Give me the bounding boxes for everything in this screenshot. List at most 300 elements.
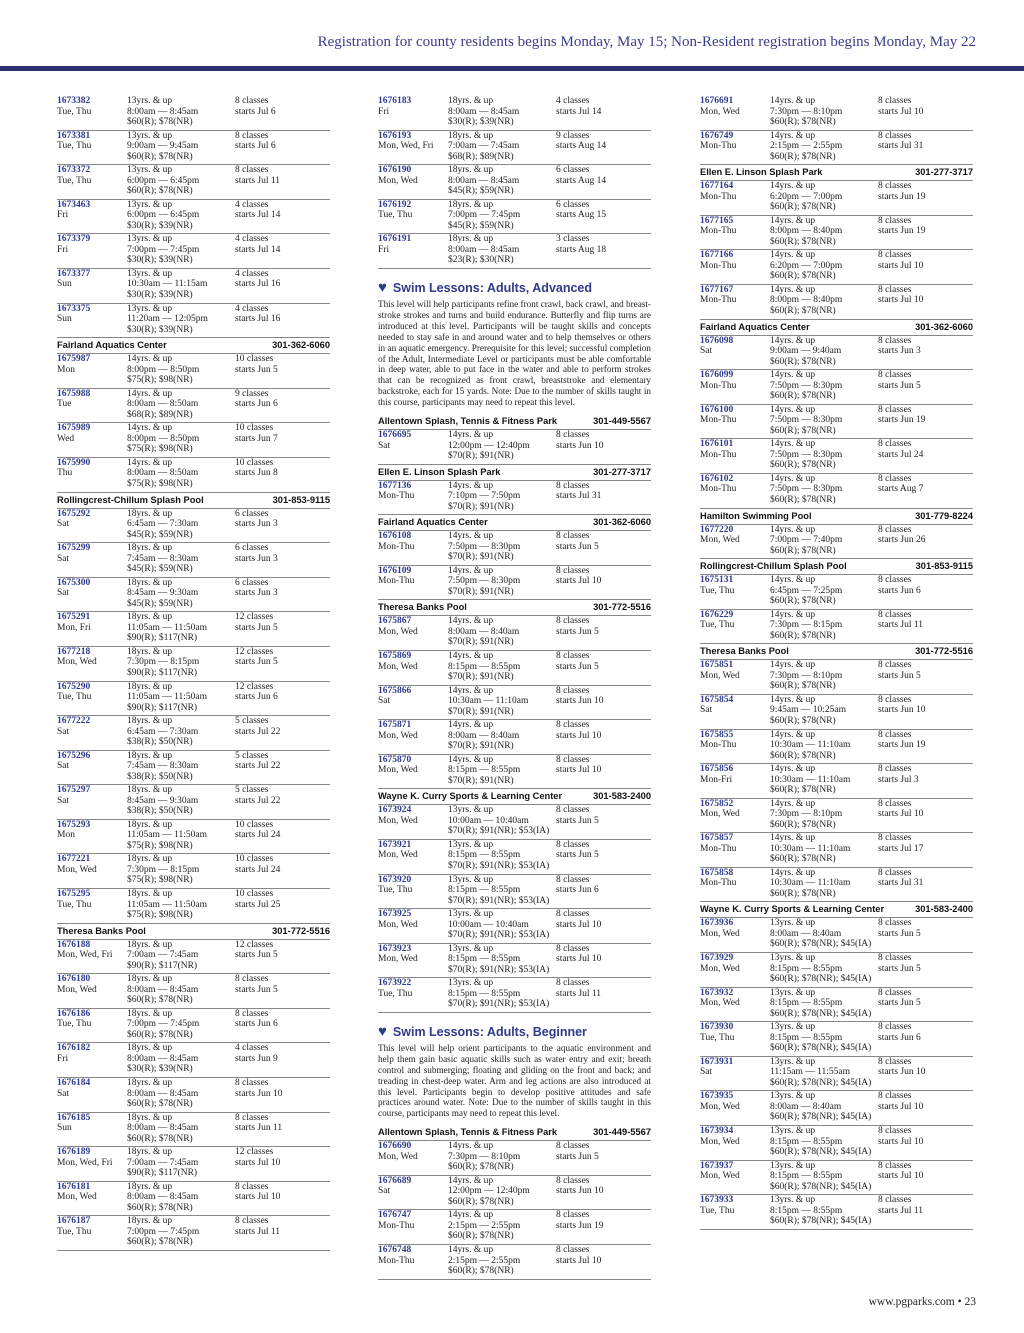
course-classes: 8 classes bbox=[878, 1195, 912, 1206]
course-age: 13yrs. & up bbox=[127, 96, 173, 106]
course-code[interactable]: 1673920 bbox=[378, 874, 412, 885]
course-code[interactable]: 1673924 bbox=[378, 805, 412, 816]
course-code[interactable]: 1673935 bbox=[700, 1091, 734, 1102]
course-age: 14yrs. & up bbox=[770, 370, 816, 381]
course-code[interactable]: 1673932 bbox=[700, 987, 734, 998]
course-code[interactable]: 1673933 bbox=[700, 1195, 734, 1206]
course-code[interactable]: 1676695 bbox=[378, 430, 412, 441]
course-entry bbox=[700, 285, 973, 320]
course-entry bbox=[700, 1126, 973, 1161]
course-days: Tue, Thu bbox=[57, 1019, 92, 1030]
course-start: starts Jul 10 bbox=[878, 1101, 924, 1112]
course-code[interactable]: 1677218 bbox=[57, 646, 91, 657]
course-list bbox=[700, 336, 973, 509]
course-classes: 8 classes bbox=[556, 1210, 590, 1221]
section-title bbox=[378, 1023, 651, 1040]
course-code[interactable]: 1676189 bbox=[57, 1147, 91, 1158]
course-days: Sat bbox=[57, 519, 70, 530]
course-code[interactable]: 1673921 bbox=[378, 839, 412, 850]
course-start: starts Jul 22 bbox=[235, 761, 281, 772]
course-code[interactable]: 1675869 bbox=[378, 651, 412, 661]
course-code[interactable]: 1677166 bbox=[700, 250, 734, 261]
course-time: 8:00am — 8:45am bbox=[127, 984, 199, 995]
course-code[interactable]: 1673375 bbox=[57, 303, 91, 314]
course-days: Mon, Wed bbox=[700, 1171, 740, 1182]
course-entry bbox=[378, 234, 651, 269]
course-time: 8:00am — 8:45am bbox=[127, 1053, 199, 1064]
location-phone: 301-362-6060 bbox=[272, 340, 330, 351]
course-code[interactable]: 1675297 bbox=[57, 785, 91, 796]
course-classes: 4 classes bbox=[556, 96, 590, 106]
course-entry bbox=[700, 1091, 973, 1126]
course-age: 18yrs. & up bbox=[127, 1112, 173, 1123]
course-age: 18yrs. & up bbox=[127, 508, 173, 519]
course-code[interactable]: 1676180 bbox=[57, 974, 91, 985]
course-code[interactable]: 1675131 bbox=[700, 575, 734, 586]
course-fee: $30(R); $39(NR) bbox=[127, 1064, 193, 1075]
course-age: 14yrs. & up bbox=[448, 1210, 494, 1221]
location-name: Ellen E. Linson Splash Park bbox=[700, 167, 823, 178]
course-age: 14yrs. & up bbox=[770, 439, 816, 450]
course-classes: 5 classes bbox=[235, 750, 269, 761]
course-code[interactable]: 1673372 bbox=[57, 165, 91, 176]
course-age: 14yrs. & up bbox=[770, 609, 816, 620]
course-days: Tue, Thu bbox=[57, 692, 92, 702]
course-age: 14yrs. & up bbox=[127, 457, 173, 468]
course-code[interactable]: 1673381 bbox=[57, 130, 91, 141]
course-classes: 8 classes bbox=[235, 96, 269, 106]
course-classes: 8 classes bbox=[235, 130, 269, 141]
course-code[interactable]: 1675858 bbox=[700, 867, 734, 878]
course-code[interactable]: 1676098 bbox=[700, 335, 734, 346]
course-code[interactable]: 1675851 bbox=[700, 660, 734, 671]
course-classes: 8 classes bbox=[556, 616, 590, 627]
course-entry bbox=[57, 1078, 330, 1113]
course-fee: $70(R); $91(NR) bbox=[448, 451, 514, 462]
course-code[interactable]: 1675852 bbox=[700, 798, 734, 809]
course-age: 18yrs. & up bbox=[127, 1078, 173, 1089]
course-entry bbox=[700, 439, 973, 474]
course-start: starts Jul 24 bbox=[235, 830, 281, 841]
course-entry bbox=[700, 131, 973, 166]
course-start: starts Jun 5 bbox=[556, 541, 599, 552]
course-time: 8:15pm — 8:55pm bbox=[770, 1205, 843, 1216]
course-time: 8:00am — 8:45am bbox=[127, 1088, 199, 1099]
course-classes: 4 classes bbox=[235, 268, 269, 279]
course-code[interactable]: 1675290 bbox=[57, 681, 91, 692]
course-code[interactable]: 1676184 bbox=[57, 1078, 91, 1089]
course-code[interactable]: 1675291 bbox=[57, 612, 91, 623]
course-time: 8:15pm — 8:55pm bbox=[448, 765, 521, 776]
course-time: 10:30am — 11:15am bbox=[127, 279, 208, 290]
course-classes: 8 classes bbox=[556, 531, 590, 542]
course-time: 7:00pm — 7:40pm bbox=[770, 535, 843, 546]
course-classes: 8 classes bbox=[235, 1112, 269, 1123]
course-start: starts Jun 3 bbox=[878, 346, 921, 357]
course-fee: $60(R); $78(NR) bbox=[448, 1266, 514, 1277]
course-classes: 8 classes bbox=[556, 978, 590, 989]
course-time: 11:05am — 11:50am bbox=[127, 830, 208, 841]
course-list bbox=[700, 181, 973, 319]
course-code[interactable]: 1675295 bbox=[57, 889, 91, 900]
course-fee: $45(R); $59(NR) bbox=[127, 564, 193, 575]
course-classes: 12 classes bbox=[235, 939, 274, 950]
course-entry bbox=[700, 250, 973, 285]
course-days: Mon, Wed bbox=[57, 984, 97, 995]
course-age: 18yrs. & up bbox=[127, 819, 173, 830]
course-code[interactable]: 1673382 bbox=[57, 96, 91, 106]
course-start: starts Jun 10 bbox=[235, 1088, 283, 1099]
course-start: starts Jul 31 bbox=[556, 491, 602, 502]
course-code[interactable]: 1675871 bbox=[378, 720, 412, 731]
course-time: 12:00pm — 12:40pm bbox=[448, 440, 530, 451]
course-entry bbox=[57, 543, 330, 578]
course-time: 10:30am — 11:10am bbox=[770, 774, 851, 785]
course-classes: 8 classes bbox=[556, 805, 590, 816]
course-time: 8:00pm — 8:40pm bbox=[770, 226, 843, 237]
course-classes: 8 classes bbox=[878, 798, 912, 809]
course-entry bbox=[700, 610, 973, 645]
course-code[interactable]: 1673934 bbox=[700, 1126, 734, 1137]
course-code[interactable]: 1676190 bbox=[378, 165, 412, 176]
course-fee: $90(R); $117(NR) bbox=[127, 702, 198, 713]
course-classes: 8 classes bbox=[235, 1078, 269, 1089]
course-age: 18yrs. & up bbox=[127, 1008, 173, 1019]
course-code[interactable]: 1676188 bbox=[57, 939, 91, 950]
course-classes: 6 classes bbox=[556, 165, 590, 176]
course-start: starts Jul 10 bbox=[556, 730, 602, 741]
course-age: 18yrs. & up bbox=[127, 1147, 173, 1158]
course-code[interactable]: 1675987 bbox=[57, 354, 91, 365]
location-phone: 301-853-9115 bbox=[915, 561, 973, 572]
course-code[interactable]: 1676192 bbox=[378, 199, 412, 210]
course-age: 18yrs. & up bbox=[448, 234, 494, 245]
course-code[interactable]: 1677167 bbox=[700, 284, 734, 295]
course-classes: 8 classes bbox=[556, 754, 590, 765]
course-days: Mon, Wed bbox=[700, 809, 740, 820]
course-code[interactable]: 1673377 bbox=[57, 268, 91, 279]
location-header bbox=[378, 600, 651, 616]
course-fee: $70(R); $91(NR); $53(IA) bbox=[448, 999, 550, 1010]
course-age: 14yrs. & up bbox=[448, 651, 494, 661]
course-fee: $60(R); $78(NR); $45(IA) bbox=[770, 1077, 872, 1088]
course-code[interactable]: 1673923 bbox=[378, 943, 412, 954]
course-code[interactable]: 1676191 bbox=[378, 234, 412, 245]
course-code[interactable]: 1676102 bbox=[700, 473, 734, 484]
course-code[interactable]: 1673463 bbox=[57, 199, 91, 210]
course-start: starts Jun 6 bbox=[878, 585, 921, 596]
course-list bbox=[57, 940, 330, 1251]
course-time: 8:00am — 8:40am bbox=[448, 626, 520, 637]
course-code[interactable]: 1673379 bbox=[57, 234, 91, 245]
course-classes: 8 classes bbox=[556, 685, 590, 696]
course-classes: 12 classes bbox=[235, 646, 274, 657]
course-start: starts Jun 5 bbox=[878, 963, 921, 974]
course-code[interactable]: 1676182 bbox=[57, 1043, 91, 1054]
course-start: starts Jul 10 bbox=[556, 576, 602, 587]
course-time: 6:00pm — 6:45pm bbox=[127, 175, 200, 186]
course-code[interactable]: 1676689 bbox=[378, 1175, 412, 1186]
course-entry bbox=[378, 805, 651, 840]
course-start: starts Jun 5 bbox=[235, 364, 278, 375]
course-classes: 8 classes bbox=[556, 1141, 590, 1152]
course-time: 8:15pm — 8:55pm bbox=[448, 885, 521, 896]
course-code[interactable]: 1675990 bbox=[57, 457, 91, 468]
course-classes: 8 classes bbox=[878, 1056, 912, 1067]
course-classes: 9 classes bbox=[235, 388, 269, 399]
course-code[interactable]: 1676181 bbox=[57, 1181, 91, 1192]
course-days: Tue, Thu bbox=[700, 585, 735, 596]
course-entry bbox=[378, 1176, 651, 1211]
course-code[interactable]: 1676100 bbox=[700, 404, 734, 415]
course-start: starts Jun 5 bbox=[556, 815, 599, 826]
course-fee: $68(R); $89(NR) bbox=[448, 151, 514, 162]
course-code[interactable]: 1676099 bbox=[700, 370, 734, 381]
course-fee: $60(R); $78(NR); $45(IA) bbox=[770, 1147, 872, 1158]
course-start: starts Jun 19 bbox=[878, 191, 926, 202]
course-fee: $70(R); $91(NR); $53(IA) bbox=[448, 826, 550, 837]
course-start: starts Jul 16 bbox=[235, 279, 281, 290]
course-code[interactable]: 1676108 bbox=[378, 531, 412, 542]
location-name: Theresa Banks Pool bbox=[700, 646, 789, 657]
course-age: 14yrs. & up bbox=[448, 531, 494, 542]
course-time: 7:00am — 7:45am bbox=[448, 141, 520, 152]
course-code[interactable]: 1675293 bbox=[57, 819, 91, 830]
course-age: 13yrs. & up bbox=[770, 1195, 816, 1206]
course-start: starts Aug 7 bbox=[878, 484, 924, 495]
course-code[interactable]: 1675299 bbox=[57, 543, 91, 554]
course-code[interactable]: 1673929 bbox=[700, 953, 734, 964]
location-name: Theresa Banks Pool bbox=[378, 602, 467, 613]
course-days: Mon, Wed bbox=[57, 864, 97, 875]
course-code[interactable]: 1675988 bbox=[57, 388, 91, 399]
course-age: 14yrs. & up bbox=[448, 720, 494, 731]
course-start: starts Jul 22 bbox=[235, 795, 281, 806]
course-age: 18yrs. & up bbox=[127, 1043, 173, 1054]
course-days: Mon bbox=[57, 830, 75, 841]
course-age: 14yrs. & up bbox=[448, 430, 494, 441]
course-start: starts Jul 24 bbox=[235, 864, 281, 875]
course-days: Mon-Thu bbox=[700, 740, 737, 750]
course-time: 8:15pm — 8:55pm bbox=[770, 963, 843, 974]
course-code[interactable]: 1676187 bbox=[57, 1216, 91, 1227]
course-start: starts Jun 26 bbox=[878, 535, 926, 546]
course-time: 12:00pm — 12:40pm bbox=[448, 1186, 530, 1197]
course-fee: $60(R); $78(NR) bbox=[127, 1237, 193, 1248]
course-code[interactable]: 1673931 bbox=[700, 1056, 734, 1067]
course-days: Mon-Thu bbox=[700, 380, 737, 391]
course-fee: $60(R); $78(NR) bbox=[770, 596, 836, 607]
course-age: 14yrs. & up bbox=[770, 181, 816, 192]
page-footer: www.pgparks.com • 23 bbox=[868, 1296, 976, 1308]
course-code[interactable]: 1677222 bbox=[57, 716, 91, 727]
course-days: Mon, Wed bbox=[700, 1101, 740, 1112]
course-code[interactable]: 1676691 bbox=[700, 96, 734, 106]
course-fee: $60(R); $78(NR) bbox=[770, 151, 836, 162]
course-time: 8:45am — 9:30am bbox=[127, 588, 199, 599]
course-code[interactable]: 1676185 bbox=[57, 1112, 91, 1123]
course-classes: 8 classes bbox=[878, 335, 912, 346]
course-code[interactable]: 1675857 bbox=[700, 833, 734, 844]
course-time: 6:45am — 7:30am bbox=[127, 519, 199, 530]
course-age: 14yrs. & up bbox=[127, 354, 173, 365]
course-code[interactable]: 1675292 bbox=[57, 508, 91, 519]
course-fee: $60(R); $78(NR); $45(IA) bbox=[770, 974, 872, 985]
course-days: Mon, Wed bbox=[700, 928, 740, 939]
course-entry bbox=[700, 988, 973, 1023]
course-days: Sat bbox=[57, 1088, 70, 1099]
course-entry bbox=[700, 1161, 973, 1196]
course-entry bbox=[378, 944, 651, 979]
course-entry bbox=[57, 269, 330, 304]
course-fee: $60(R); $78(NR) bbox=[770, 460, 836, 471]
course-code[interactable]: 1673937 bbox=[700, 1160, 734, 1171]
location-name: Fairland Aquatics Center bbox=[378, 517, 488, 528]
course-code[interactable]: 1676747 bbox=[378, 1210, 412, 1221]
course-time: 10:30am — 11:10am bbox=[770, 740, 851, 750]
location-header bbox=[700, 644, 973, 660]
course-time: 7:30pm — 8:10pm bbox=[770, 809, 843, 820]
course-classes: 8 classes bbox=[878, 473, 912, 484]
location-name: Fairland Aquatics Center bbox=[700, 321, 810, 332]
course-code[interactable]: 1676101 bbox=[700, 439, 734, 450]
course-entry bbox=[700, 1195, 973, 1230]
location-name: Rollingcrest-Chillum Splash Pool bbox=[57, 494, 204, 505]
course-start: starts Jul 14 bbox=[556, 106, 602, 117]
course-code[interactable]: 1675856 bbox=[700, 764, 734, 775]
course-days: Mon-Thu bbox=[700, 449, 737, 460]
course-code[interactable]: 1675870 bbox=[378, 754, 412, 765]
course-code[interactable]: 1677164 bbox=[700, 181, 734, 192]
course-classes: 8 classes bbox=[556, 651, 590, 661]
course-days: Tue, Thu bbox=[700, 1205, 735, 1216]
course-age: 13yrs. & up bbox=[127, 234, 173, 245]
course-code[interactable]: 1676183 bbox=[378, 96, 412, 106]
course-code[interactable]: 1676229 bbox=[700, 609, 734, 620]
course-time: 8:00am — 8:45am bbox=[127, 1192, 199, 1203]
course-start: starts Jul 10 bbox=[556, 1255, 602, 1266]
course-days: Tue, Thu bbox=[57, 175, 92, 186]
course-code[interactable]: 1677165 bbox=[700, 215, 734, 226]
course-code[interactable]: 1673922 bbox=[378, 978, 412, 989]
course-classes: 8 classes bbox=[878, 953, 912, 964]
course-time: 8:45am — 9:30am bbox=[127, 795, 199, 806]
course-days: Mon-Thu bbox=[700, 191, 737, 202]
course-time: 10:30am — 11:10am bbox=[770, 843, 851, 854]
course-classes: 6 classes bbox=[235, 508, 269, 519]
course-fee: $60(R); $78(NR) bbox=[770, 305, 836, 316]
course-classes: 8 classes bbox=[556, 874, 590, 885]
course-days: Mon-Fri bbox=[700, 774, 733, 785]
course-classes: 8 classes bbox=[556, 1245, 590, 1256]
location-header bbox=[378, 1125, 651, 1141]
course-fee: $30(R); $39(NR) bbox=[127, 324, 193, 335]
course-classes: 8 classes bbox=[878, 609, 912, 620]
course-fee: $60(R); $78(NR) bbox=[448, 1196, 514, 1207]
course-code[interactable]: 1675854 bbox=[700, 694, 734, 705]
course-entry bbox=[57, 820, 330, 855]
course-fee: $70(R); $91(NR) bbox=[448, 706, 514, 717]
course-classes: 8 classes bbox=[878, 370, 912, 381]
course-days: Thu bbox=[57, 468, 73, 479]
heart-icon: ♥ bbox=[378, 278, 387, 296]
course-entry bbox=[57, 131, 330, 166]
course-code[interactable]: 1676749 bbox=[700, 130, 734, 141]
course-fee: $60(R); $78(NR) bbox=[770, 425, 836, 436]
course-days: Mon, Wed, Fri bbox=[57, 950, 113, 961]
course-classes: 4 classes bbox=[235, 234, 269, 245]
course-code[interactable]: 1675300 bbox=[57, 577, 91, 588]
course-entry bbox=[378, 430, 651, 465]
course-entry bbox=[57, 1043, 330, 1078]
section-title bbox=[378, 279, 651, 296]
course-start: starts Jun 19 bbox=[878, 415, 926, 426]
course-days: Mon, Wed bbox=[378, 175, 418, 186]
course-entry bbox=[57, 1216, 330, 1251]
course-age: 18yrs. & up bbox=[127, 646, 173, 657]
course-time: 11:05am — 11:50am bbox=[127, 692, 208, 702]
course-code[interactable]: 1676109 bbox=[378, 565, 412, 576]
course-code[interactable]: 1675989 bbox=[57, 423, 91, 434]
course-code[interactable]: 1677221 bbox=[57, 854, 91, 865]
course-code[interactable]: 1677136 bbox=[378, 480, 412, 491]
course-classes: 10 classes bbox=[235, 889, 274, 900]
course-entry bbox=[700, 370, 973, 405]
course-code[interactable]: 1676193 bbox=[378, 130, 412, 141]
course-classes: 8 classes bbox=[235, 1008, 269, 1019]
course-entry bbox=[57, 612, 330, 647]
course-start: starts Jun 10 bbox=[556, 1186, 604, 1197]
course-time: 8:15pm — 8:55pm bbox=[448, 988, 521, 999]
course-start: starts Jun 6 bbox=[878, 1032, 921, 1043]
heart-icon: ♥ bbox=[378, 1022, 387, 1040]
course-age: 18yrs. & up bbox=[127, 974, 173, 985]
course-code[interactable]: 1675855 bbox=[700, 729, 734, 740]
course-age: 18yrs. & up bbox=[448, 96, 494, 106]
course-time: 7:30pm — 8:15pm bbox=[127, 864, 200, 875]
course-start: starts Jul 14 bbox=[235, 244, 281, 255]
course-code[interactable]: 1675867 bbox=[378, 616, 412, 627]
course-start: starts Jul 25 bbox=[235, 899, 281, 910]
course-code[interactable]: 1675866 bbox=[378, 685, 412, 696]
course-age: 14yrs. & up bbox=[448, 1141, 494, 1152]
course-classes: 8 classes bbox=[878, 987, 912, 998]
course-age: 18yrs. & up bbox=[127, 854, 173, 865]
course-entry bbox=[57, 389, 330, 424]
course-code[interactable]: 1673925 bbox=[378, 909, 412, 920]
course-fee: $75(R); $98(NR) bbox=[127, 375, 193, 386]
location-phone: 301-772-5516 bbox=[272, 925, 330, 936]
course-age: 18yrs. & up bbox=[127, 889, 173, 900]
course-code[interactable]: 1675296 bbox=[57, 750, 91, 761]
course-code[interactable]: 1676748 bbox=[378, 1245, 412, 1256]
course-code[interactable]: 1673936 bbox=[700, 918, 734, 929]
course-code[interactable]: 1673930 bbox=[700, 1022, 734, 1033]
course-age: 13yrs. & up bbox=[770, 1126, 816, 1137]
course-time: 8:00am — 8:45am bbox=[448, 175, 520, 186]
course-code[interactable]: 1676690 bbox=[378, 1141, 412, 1152]
course-time: 11:15am — 11:55am bbox=[770, 1067, 851, 1078]
course-days: Wed bbox=[57, 433, 75, 444]
course-code[interactable]: 1677220 bbox=[700, 524, 734, 535]
course-time: 6:20pm — 7:00pm bbox=[770, 260, 843, 271]
course-age: 14yrs. & up bbox=[448, 1175, 494, 1186]
course-start: starts Jun 19 bbox=[878, 226, 926, 237]
course-classes: 8 classes bbox=[878, 918, 912, 929]
course-code[interactable]: 1676186 bbox=[57, 1008, 91, 1019]
course-entry bbox=[57, 1182, 330, 1217]
course-age: 18yrs. & up bbox=[127, 1216, 173, 1227]
